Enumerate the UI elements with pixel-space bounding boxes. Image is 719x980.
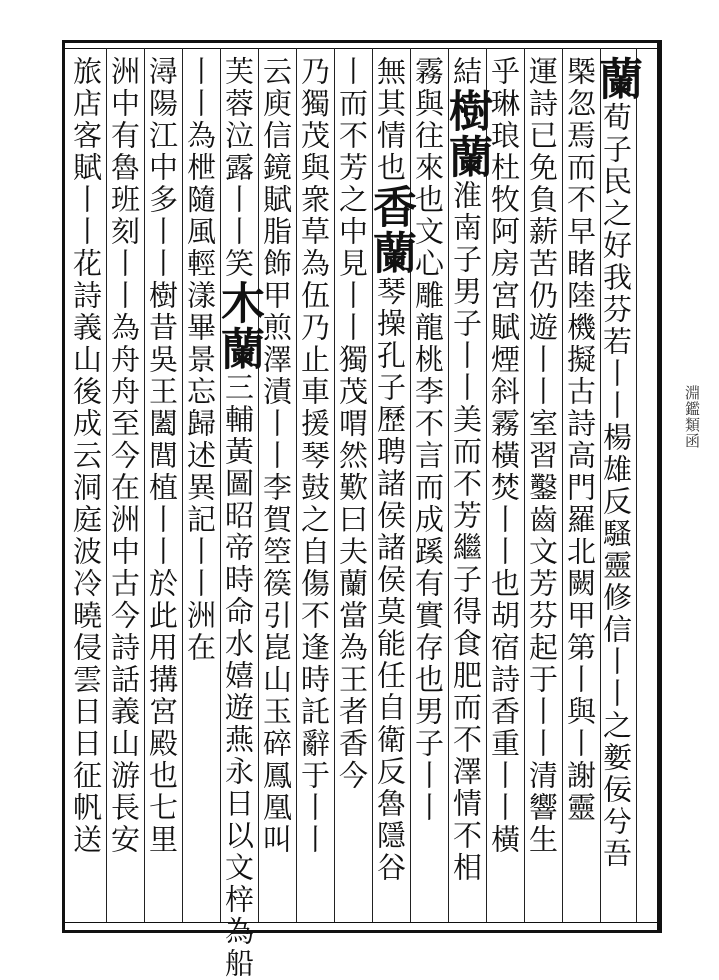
text-column	[68, 56, 106, 922]
column-text: 丨而不芳之中見丨丨獨茂喟然歎曰夫蘭當為王者香今	[335, 56, 369, 792]
column-text: 乃獨茂與衆草為伍乃止車援琴鼓之自傷不逢時託辭于丨丨	[297, 56, 331, 856]
text-column	[296, 56, 334, 922]
column-text: 乎琳琅杜牧阿房宮賦煙斜霧橫焚丨丨也胡宿詩香重丨丨橫	[487, 56, 521, 856]
text-column	[441, 56, 492, 922]
column-rule	[636, 48, 637, 922]
border-inner-bottom-rule	[62, 922, 660, 923]
column-text: 云庾信鏡賦脂飾甲煎澤漬丨丨李賀箜篌引崑山玉碎鳳凰叫	[259, 56, 293, 856]
column-text: 荀子民之好我芬若丨丨楊雄反騷靈修信丨丨之㜪佞兮吾	[599, 102, 633, 870]
text-column	[365, 56, 416, 922]
column-text: 丨丨為枻隨風輕漾畢景忘歸述異記丨丨洲在	[183, 56, 217, 664]
text-column	[486, 56, 524, 922]
entry-heading: 木蘭	[213, 280, 264, 372]
column-text: 琴操孔子歷聘諸侯諸侯莫能任自衛反魯隱谷	[373, 276, 407, 884]
entry-heading: 樹蘭	[441, 88, 492, 180]
text-column	[562, 56, 600, 922]
text-column	[144, 56, 182, 922]
column-lead: 芙蓉泣露丨丨笑	[221, 56, 255, 280]
text-column	[334, 56, 372, 922]
text-column	[591, 56, 642, 922]
border-inner-top-rule	[62, 48, 660, 49]
column-lead: 結	[449, 56, 483, 88]
column-text: 霧與往來也文心雕龍桃李不言而成蹊有實存也男子丨丨	[411, 56, 445, 824]
text-column	[106, 56, 144, 922]
column-text: 旅店客賦丨丨花詩義山後成云洞庭波冷曉侵雲日日征帆送	[69, 56, 103, 856]
entry-heading: 蘭	[591, 56, 642, 102]
column-text: 潯陽江中多丨丨樹昔吳王闔閭植丨丨於此用搆宮殿也七里	[145, 56, 179, 856]
page-edge-margin	[660, 40, 719, 933]
entry-heading: 香蘭	[365, 184, 416, 276]
column-text: 淮南子男子丨丨美而不芳繼子得食肥而不澤情不相	[449, 180, 483, 884]
column-text: 三輔黃圖昭帝時命水嬉遊燕永日以文梓為船	[221, 372, 255, 980]
column-lead: 無其情也	[373, 56, 407, 184]
text-column	[524, 56, 562, 922]
text-column	[258, 56, 296, 922]
column-text: 洲中有魯班刻丨丨為舟舟至今在洲中古今詩話義山游長安	[107, 56, 141, 856]
margin-label: 淵鑑類函	[683, 385, 701, 449]
text-column	[213, 56, 264, 980]
text-column	[182, 56, 220, 922]
column-text: 槩忽焉而不早睹陸機擬古詩高門羅北闕甲第丨與丨謝靈	[563, 56, 597, 824]
column-text: 運詩已免負薪苦仍遊丨丨室習鑿齒文芳芬起于丨丨清響生	[525, 56, 559, 856]
